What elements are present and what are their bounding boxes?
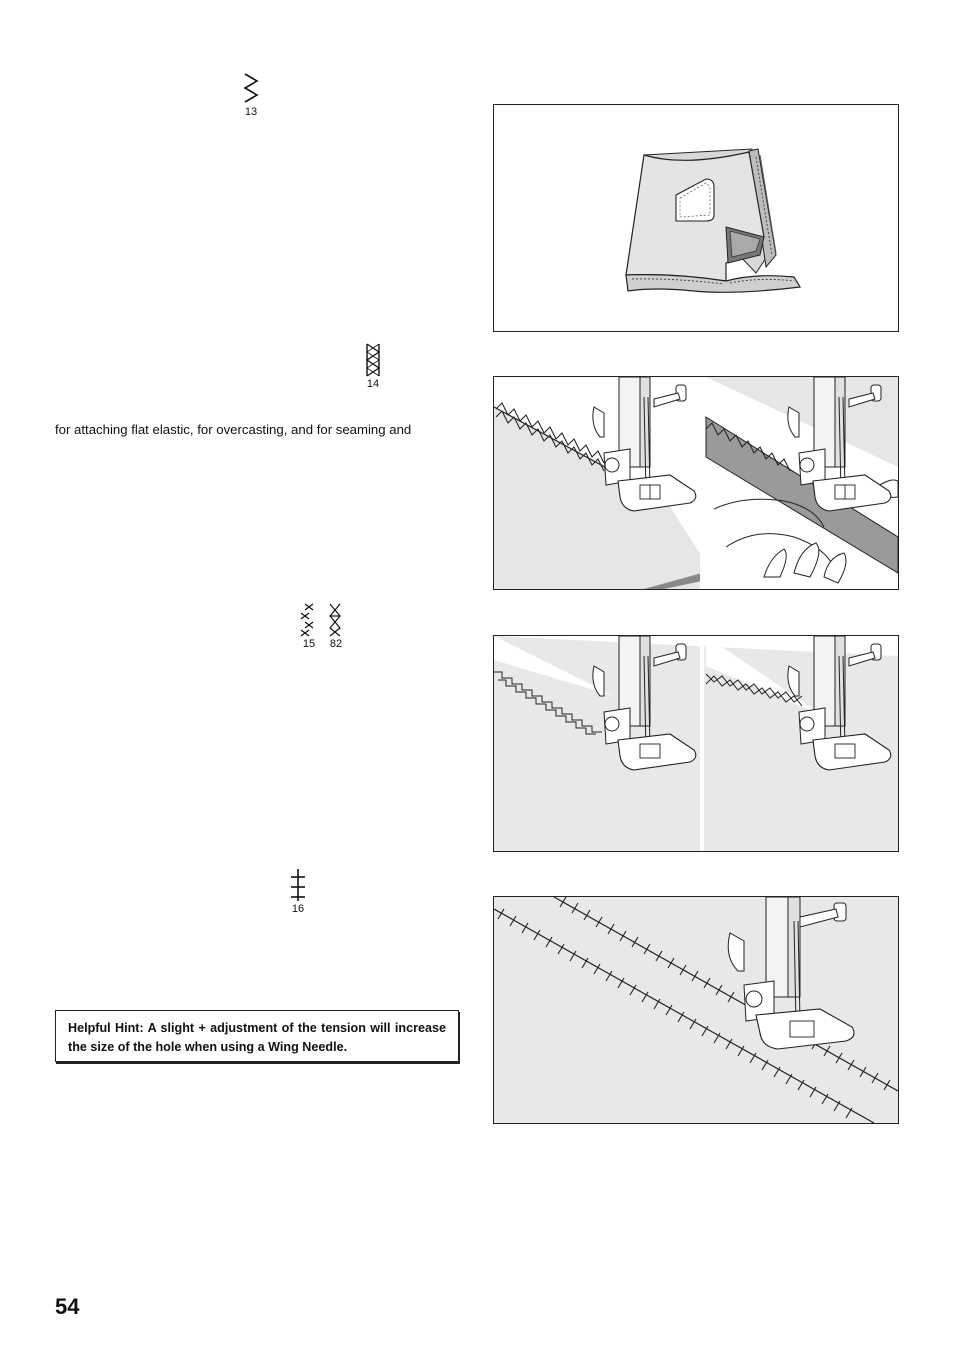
stitch-number: 14	[366, 378, 380, 390]
stitch-16-symbol	[278, 867, 318, 919]
helpful-hint-box	[55, 1010, 459, 1062]
double-cross-stitch-icon	[316, 602, 356, 638]
stitch-14-symbol	[353, 342, 393, 394]
bar-stitch-icon	[278, 867, 318, 903]
figure-elastic-stitching	[493, 376, 899, 590]
stitch-14-description: for attaching flat elastic, for overcasting, and for seaming and	[55, 422, 412, 437]
overlock-stitch-icon	[353, 342, 393, 378]
stitch-number: 82	[329, 638, 343, 650]
figure-folded-fabric	[493, 104, 899, 332]
stitch-number: 16	[291, 903, 305, 915]
stitch-13-symbol	[231, 72, 271, 122]
stitch-82-symbol	[316, 602, 356, 654]
helpful-hint-text: Helpful Hint: A slight + adjustment of the tension will increase the size of the hole when using a Wing Needle.	[68, 1021, 446, 1054]
stitch-number: 13	[244, 106, 258, 118]
figure-bar-stitching	[493, 896, 899, 1124]
figure-cross-stitching	[493, 635, 899, 852]
page-number: 54	[55, 1294, 80, 1319]
stitch-number: 15	[302, 638, 316, 650]
zigzag-stitch-icon	[231, 72, 271, 106]
